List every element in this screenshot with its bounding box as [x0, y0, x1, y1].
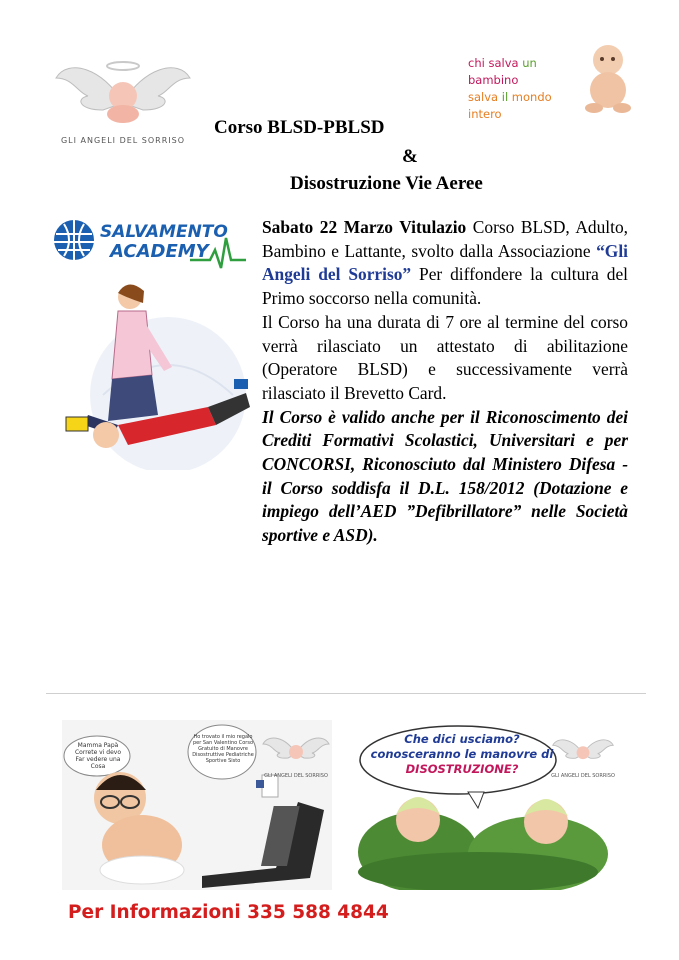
association-name: “Gli Angeli del Sorriso” — [262, 240, 628, 285]
cpr-illustration — [48, 275, 253, 470]
speech-line-1: Che dici usciamo? — [404, 732, 520, 746]
angeli-logo — [48, 48, 198, 163]
description-paragraph-3: Il Corso è valido anche per il Riconoscimento dei Crediti Formativi Scolastici, Universitari e per CONCORSI, Riconosciuto dal Ministero Difesa - il Corso soddisfa il D.L. 158/2012 (Dotazione e impiego dell’AED ”Defibrillatore” nelle Società sportive e ASD). — [262, 406, 628, 546]
angeli-logo-small — [260, 728, 332, 778]
angel-wings-icon — [550, 730, 616, 768]
title-line-2: Disostruzione Vie Aeree — [290, 173, 483, 194]
babies-cabbage-photo — [358, 722, 620, 890]
slogan-text: un — [522, 56, 537, 70]
speech-bubble — [364, 732, 560, 777]
slogan-text: chi salva — [468, 56, 523, 70]
logo-caption: GLI ANGELI DEL SORRISO — [551, 773, 615, 779]
baby-laptop-photo — [62, 720, 332, 890]
logo-caption: GLI ANGELI DEL SORRISO — [264, 773, 328, 779]
slogan-text: bambino — [468, 73, 519, 87]
slogan-text: il — [501, 90, 509, 104]
speech-bubble-left: Mamma Papà Correte vi devo Far vedere una Cosa — [74, 742, 122, 770]
description-paragraph-2: Il Corso ha una durata di 7 ore al termine del corso verrà rilasciato un attestato di abilitazione (Operatore BLSD) e successivamente verrà rilasciato il Brevetto Card. — [262, 311, 628, 403]
slogan-text: salva — [468, 90, 502, 104]
description-paragraph-1 — [262, 216, 628, 311]
academy-logo-line-1: SALVAMENTO — [100, 222, 228, 242]
speech-line-3: DISOSTRUZIONE? — [405, 762, 519, 776]
contact-info: Per Informazioni 335 588 4844 — [68, 902, 389, 923]
course-text: Corso BLSD, Adulto, Bambino e Lattante, svolto dalla Associazione — [262, 217, 628, 261]
baby-image — [580, 40, 635, 115]
course-text: Per diffondere la cultura del Primo soccorso nella comunità. — [262, 264, 628, 309]
speech-line-2: conosceranno le manovre di — [370, 747, 554, 761]
slogan-text: mondo intero — [468, 90, 552, 121]
angel-wings-icon — [48, 48, 198, 138]
angeli-logo-small — [550, 730, 616, 779]
academy-logo-line-2: ACADEMY — [110, 241, 209, 262]
angel-wings-icon — [260, 728, 332, 768]
logo-caption: GLI ANGELI DEL SORRISO — [60, 136, 186, 145]
salvamento-academy-logo — [50, 212, 250, 270]
title-line-1: Corso BLSD-PBLSD — [214, 117, 385, 138]
speech-bubble-right: Ho trovato il mio regalo per San Valentino Corso Gratuito di Manovre Disostruttive Pediatriche Sportive Sisto — [192, 734, 254, 764]
course-description — [262, 216, 628, 548]
title-ampersand: & — [402, 146, 418, 167]
slogan — [468, 55, 588, 123]
divider — [46, 693, 646, 694]
course-date: Sabato 22 Marzo Vitulazio — [262, 217, 467, 237]
facebook-icon — [256, 780, 264, 788]
